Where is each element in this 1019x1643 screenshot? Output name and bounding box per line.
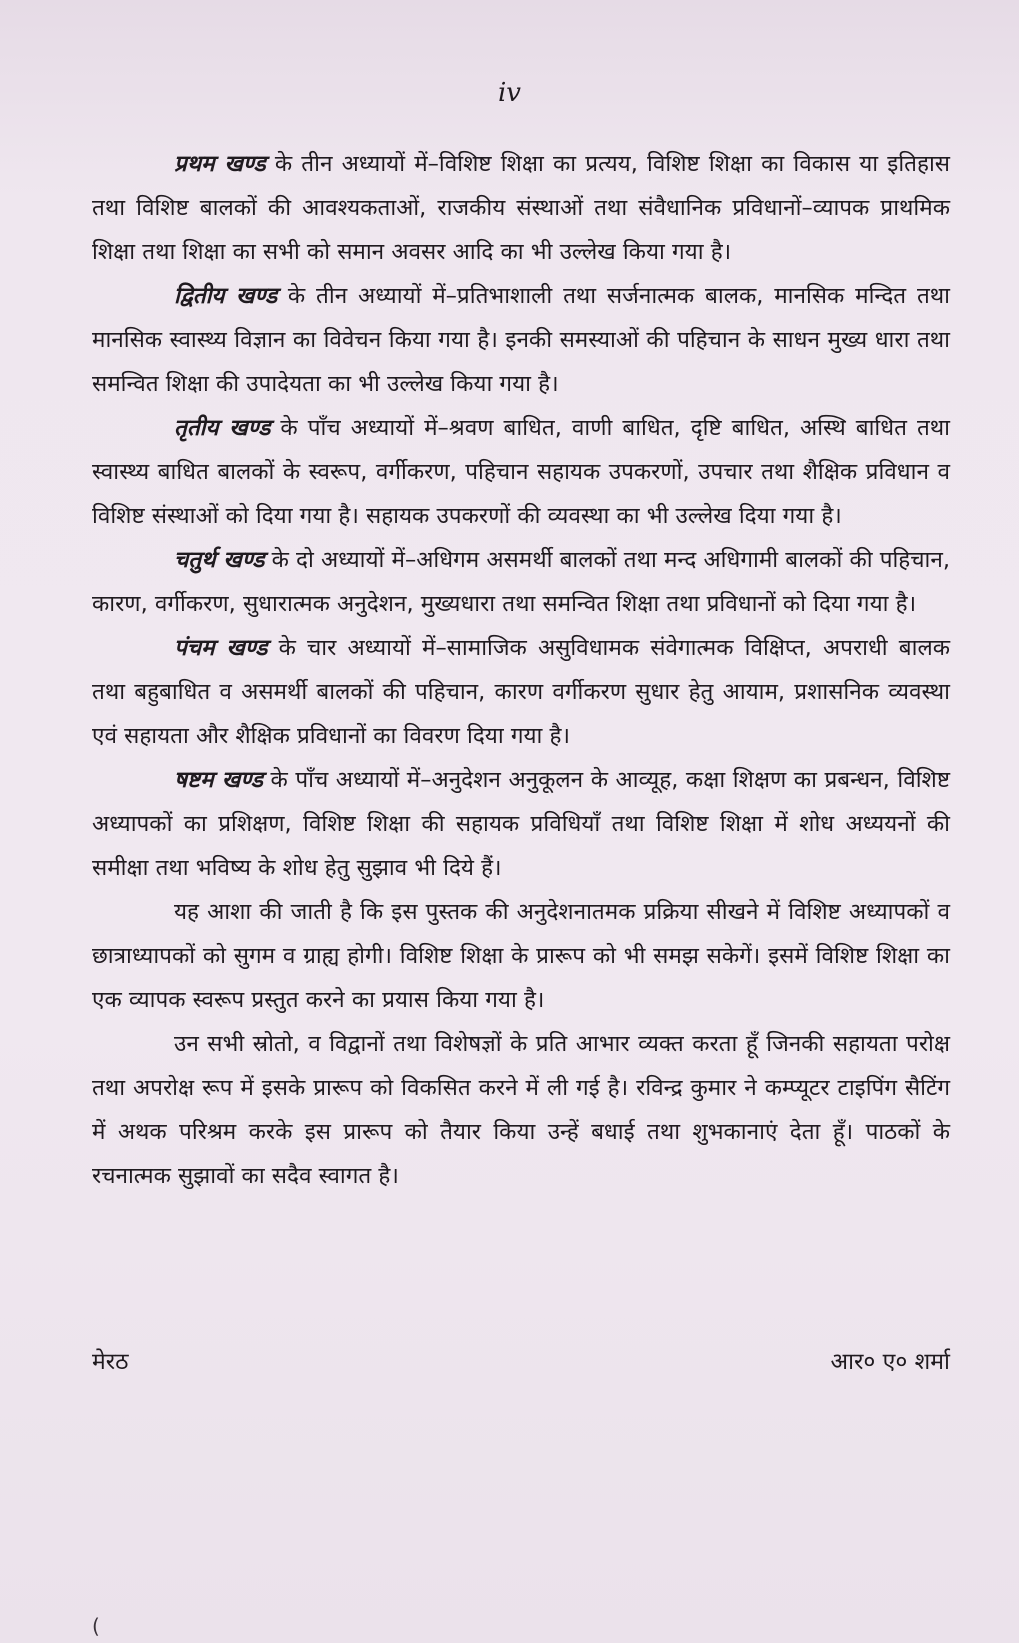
paragraph-text: के पाँच अध्यायों में–श्रवण बाधित, वाणी बाधित, दृष्टि बाधित, अस्थि बाधित तथा स्वास्थ्य बाधित बालकों के स्वरूप, वर्गीकरण, पहिचान सहायक उपकरणों, उपचार तथा शैक्षिक प्रविधान व विशिष्ट संस्थाओं को दिया गया है। सहायक उपकरणों की व्यवस्था का भी उल्लेख दिया गया है। <box>92 415 950 529</box>
section-heading: प्रथम खण्ड <box>174 151 266 177</box>
paragraph-text: के तीन अध्यायों में–विशिष्ट शिक्षा का प्रत्यय, विशिष्ट शिक्षा का विकास या इतिहास तथा विशिष्ट बालकों की आवश्यकताओं, राजकीय संस्थाओं तथा संवैधानिक प्रविधानों–व्यापक प्राथमिक शिक्षा तथा शिक्षा का सभी को समान अवसर आदि का भी उल्लेख किया गया है। <box>92 151 950 265</box>
paragraph-text: उन सभी स्रोतो, व विद्वानों तथा विशेषज्ञों के प्रति आभार व्यक्त करता हूँ जिनकी सहायता परोक्ष तथा अपरोक्ष रूप में इसके प्रारूप को विकसित करने में ली गई है। रविन्द्र कुमार ने कम्प्यूटर टाइपिंग सैटिंग में अथक परिश्रम करके इस प्रारूप को तैयार किया उन्हें बधाई तथा शुभकानाएं देता हूँ। पाठकों के रचनात्मक सुझावों का सदैव स्वागत है। <box>92 1031 950 1189</box>
paragraph-3 <box>92 406 950 538</box>
signature-place: मेरठ <box>92 1349 129 1375</box>
paragraph-text: यह आशा की जाती है कि इस पुस्तक की अनुदेशनातमक प्रक्रिया सीखने में विशिष्ट अध्यापकों व छात्राध्यापकों को सुगम व ग्राह्य होगी। विशिष्ट शिक्षा के प्रारूप को भी समझ सकेगें। इसमें विशिष्ट शिक्षा का एक व्यापक स्वरूप प्रस्तुत करने का प्रयास किया गया है। <box>92 899 950 1013</box>
signature-author: आर० ए० शर्मा <box>830 1349 950 1375</box>
paragraph-5 <box>92 626 950 758</box>
section-heading: पंचम खण्ड <box>174 635 268 661</box>
section-heading: चतुर्थ खण्ड <box>174 547 265 573</box>
paragraph-text: के पाँच अध्यायों में–अनुदेशन अनुकूलन के आव्यूह, कक्षा शिक्षण का प्रबन्धन, विशिष्ट अध्यापकों का प्रशिक्षण, विशिष्ट शिक्षा की सहायक प्रविधियाँ तथा विशिष्ट शिक्षा में शोध अध्ययनों की समीक्षा तथा भविष्य के शोध हेतु सुझाव भी दिये हैं। <box>92 767 950 881</box>
footer-mark: ( <box>92 1614 100 1638</box>
paragraph-text: के तीन अध्यायों में–प्रतिभाशाली तथा सर्जनात्मक बालक, मानसिक मन्दित तथा मानसिक स्वास्थ्य विज्ञान का विवेचन किया गया है। इनकी समस्याओं की पहिचान के साधन मुख्य धारा तथा समन्वित शिक्षा की उपादेयता का भी उल्लेख किया गया है। <box>92 283 950 397</box>
paragraph-2 <box>92 274 950 406</box>
section-heading: द्वितीय खण्ड <box>174 283 278 309</box>
paragraph-text: के चार अध्यायों में–सामाजिक असुविधामक संवेगात्मक विक्षिप्त, अपराधी बालक तथा बहुबाधित व असमर्थी बालकों की पहिचान, कारण वर्गीकरण सुधार हेतु आयाम, प्रशासनिक व्यवस्था एवं सहायता और शैक्षिक प्रविधानों का विवरण दिया गया है। <box>92 635 950 749</box>
paragraph-6 <box>92 758 950 890</box>
section-heading: तृतीय खण्ड <box>174 415 271 441</box>
preface-body <box>92 142 950 1198</box>
paragraph-7 <box>92 890 950 1022</box>
paragraph-8 <box>92 1022 950 1198</box>
paragraph-4 <box>92 538 950 626</box>
signature-line <box>92 1344 950 1376</box>
paragraph-text: के दो अध्यायों में–अधिगम असमर्थी बालकों तथा मन्द अधिगामी बालकों की पहिचान, कारण, वर्गीकरण, सुधारात्मक अनुदेशन, मुख्यधारा तथा समन्वित शिक्षा तथा प्रविधानों को दिया गया है। <box>92 547 951 617</box>
page-number: iv <box>497 78 521 108</box>
section-heading: षष्टम खण्ड <box>174 767 263 793</box>
paragraph-1 <box>92 142 950 274</box>
